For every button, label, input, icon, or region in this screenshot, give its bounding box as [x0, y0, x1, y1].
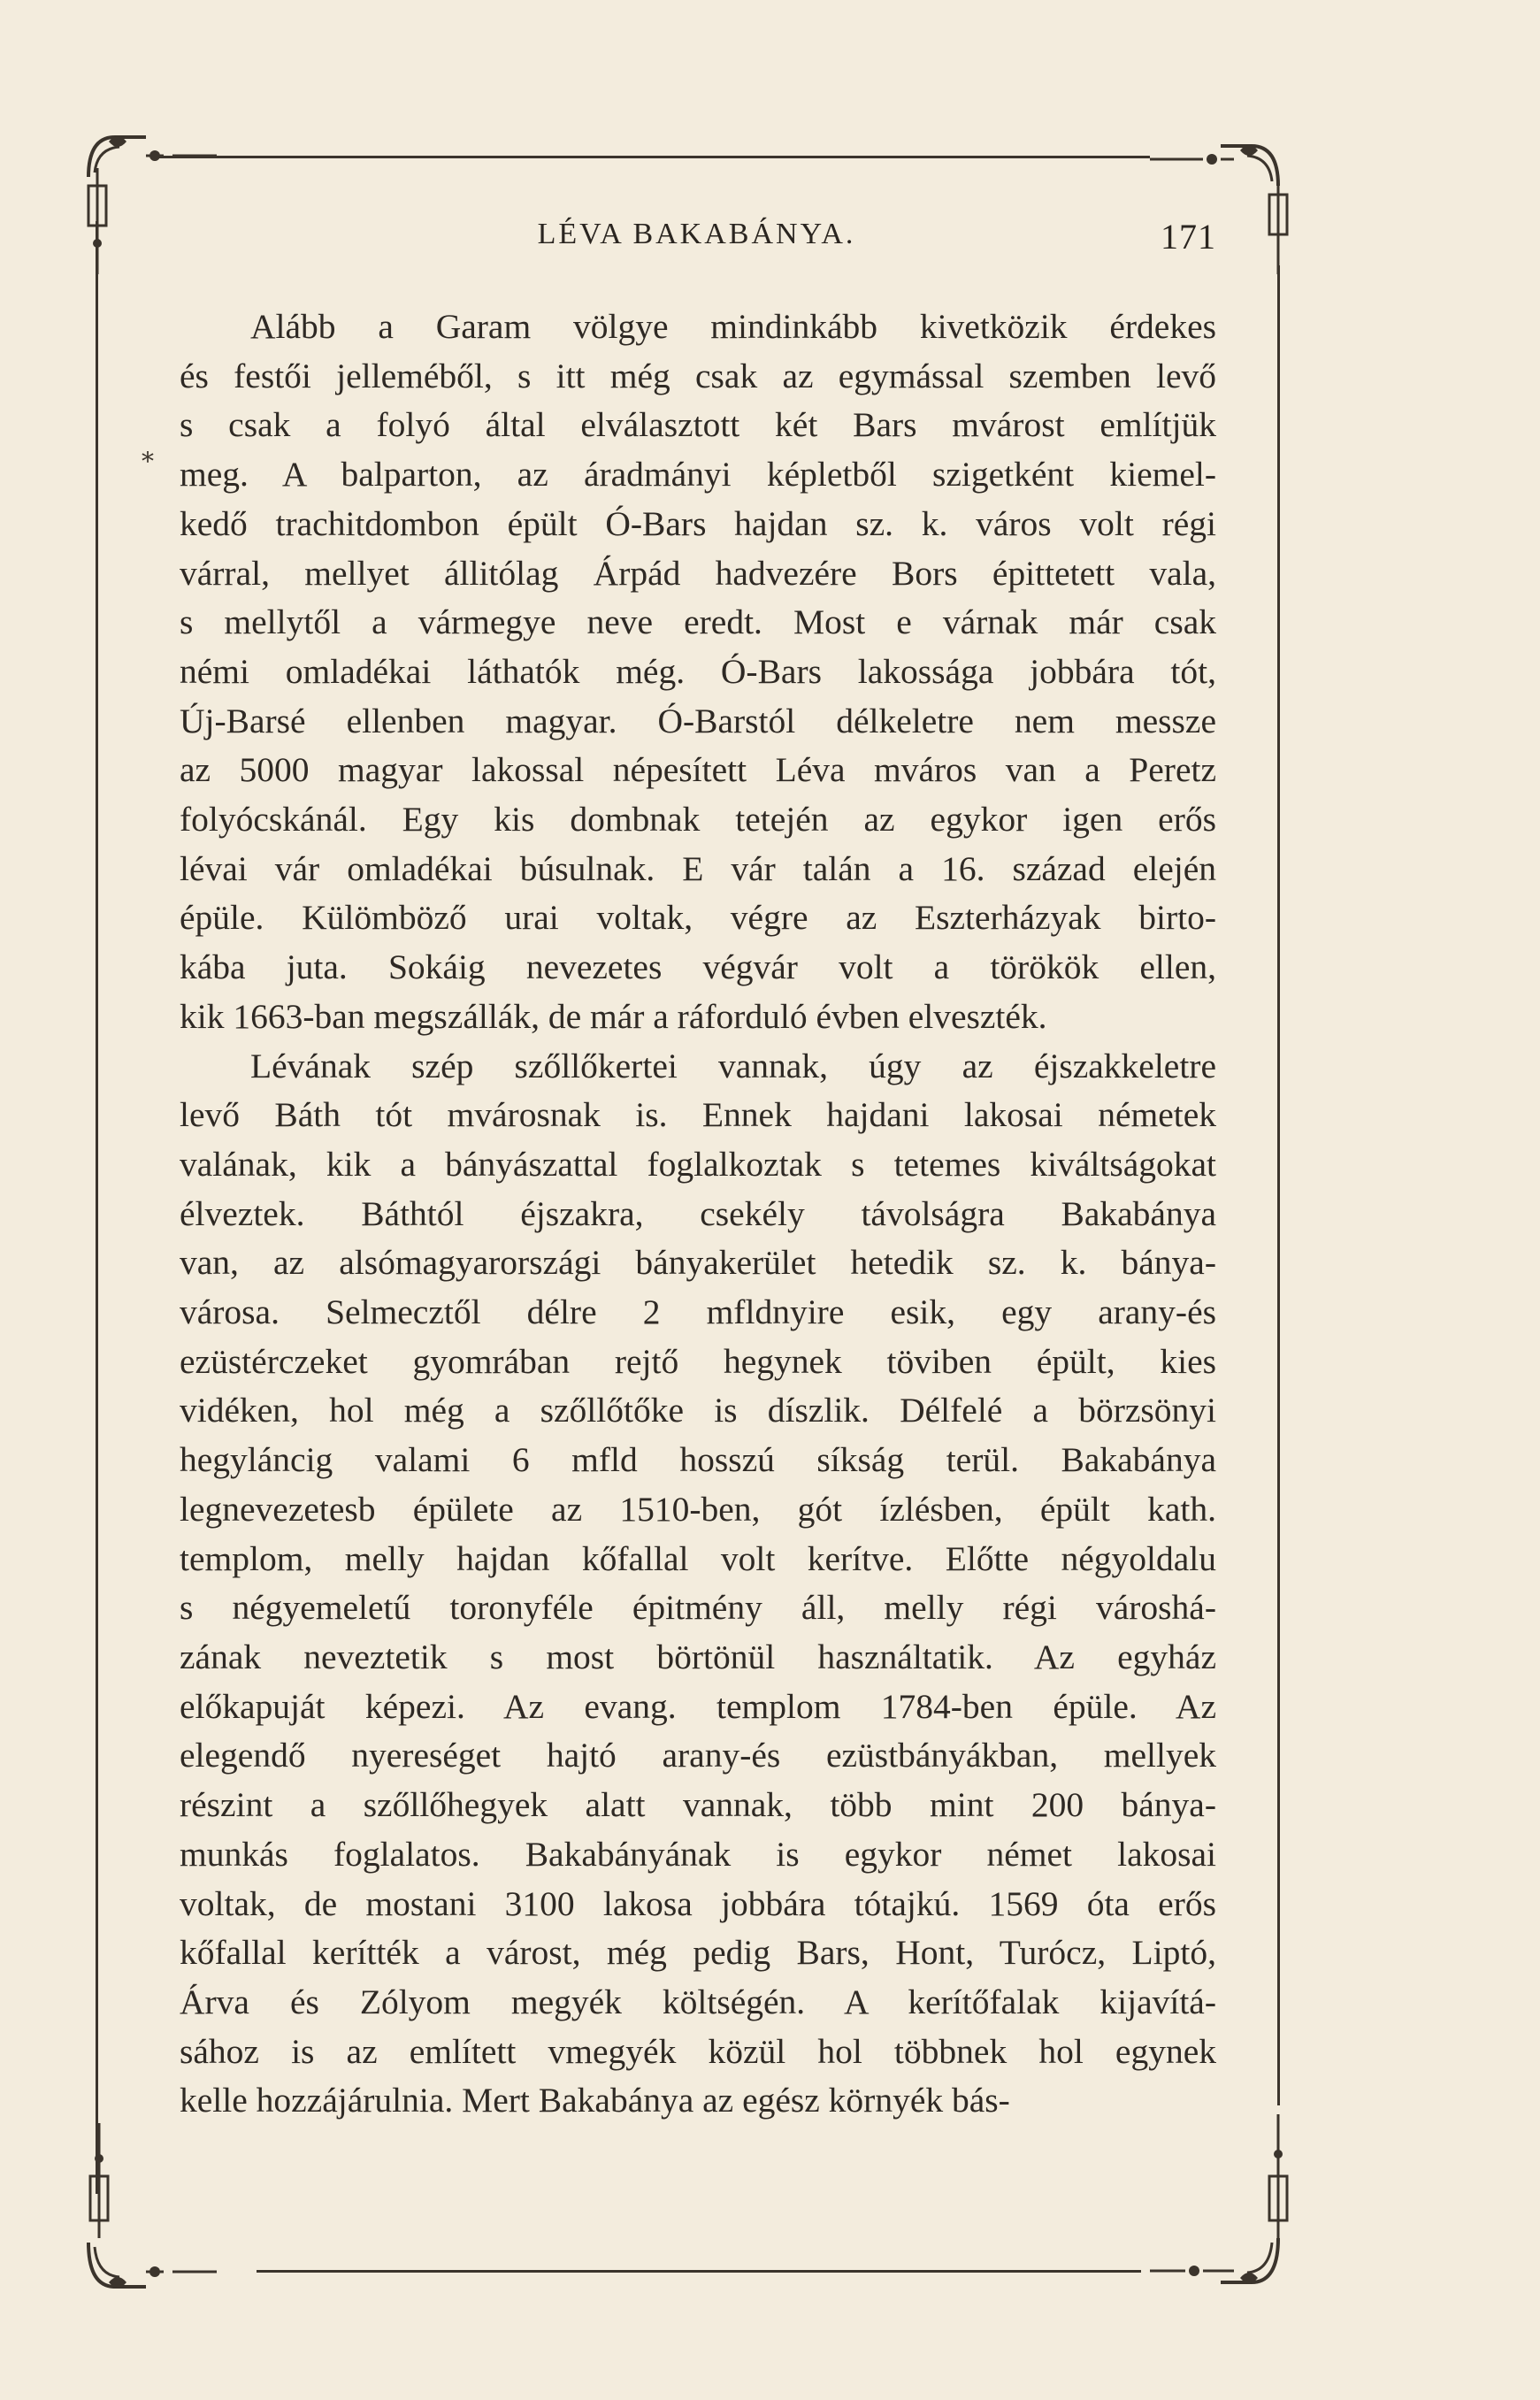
text-line: voltak, de mostani 3100 lakosa jobbára tótajkú. 1569 óta erős	[180, 1883, 1216, 1923]
paragraph	[180, 1042, 1216, 2126]
text-line: levő Báth tót mvárosnak is. Ennek hajdani lakosai németek	[180, 1095, 1216, 1135]
paragraph	[180, 303, 1216, 1042]
text-line: legnevezetesb épülete az 1510-ben, gót ízlésben, épült kath.	[180, 1489, 1216, 1529]
right-border-rule	[1277, 265, 1280, 2105]
text-line: van, az alsómagyarországi bányakerület hetedik sz. k. bánya-	[180, 1243, 1216, 1283]
text-line: várral, mellyet állitólag Árpád hadvezére Bors épittetett vala,	[180, 553, 1216, 593]
top-right-column-ornament-icon	[1260, 177, 1296, 274]
text-line: kedő trachitdombon épült Ó-Bars hajdan sz. k. város volt régi	[180, 503, 1216, 543]
text-line: Lévának szép szőllőkertei vannak, úgy az éjszakkeletre	[250, 1046, 1216, 1085]
top-border-rule	[159, 156, 1150, 158]
text-line: s csak a folyó által elválasztott két Bars mvárost említjük	[180, 405, 1216, 445]
text-line: és festői jelleméből, s itt még csak az egymással szemben levő	[180, 356, 1216, 395]
running-head-title: LÉVA BAKABÁNYA.	[537, 218, 856, 250]
body-text	[180, 303, 1216, 2126]
bottom-left-ornament-icon	[84, 2238, 217, 2300]
text-line: részint a szőllőhegyek alatt vannak, több mint 200 bánya-	[180, 1785, 1216, 1825]
text-line: városa. Selmecztől délre 2 mfldnyire esik, egy arany-és	[180, 1292, 1216, 1332]
text-line: vidéken, hol még a szőllőtőke is díszlik. Délfelé a börzsönyi	[180, 1391, 1216, 1430]
text-line: Árva és Zólyom megyék költségén. A kerítőfalak kijavítá-	[180, 1982, 1216, 2021]
bottom-border-rule	[257, 2270, 1141, 2273]
text-line: némi omladékai láthatók még. Ó-Bars lakossága jobbára tót,	[180, 651, 1216, 691]
text-line: lévai vár omladékai búsulnak. E vár talán a 16. század elején	[180, 848, 1216, 888]
text-line: Alább a Garam völgye mindinkább kivetközik érdekes	[250, 307, 1216, 346]
text-line: előkapuját képezi. Az evang. templom 1784-ben épüle. Az	[180, 1686, 1216, 1726]
text-line: munkás foglalatos. Bakabányának is egykor német lakosai	[180, 1834, 1216, 1874]
text-line: meg. A balparton, az áradmányi képletből szigetként kiemel-	[180, 455, 1216, 495]
text-line: kelle hozzájárulnia. Mert Bakabánya az egész környék bás-	[180, 2081, 1010, 2120]
text-line: kába juta. Sokáig nevezetes végvár volt a törökök ellen,	[180, 947, 1216, 987]
top-left-column-ornament-icon	[80, 168, 115, 274]
text-line: kőfallal kerítték a várost, még pedig Bars, Hont, Turócz, Liptó,	[180, 1933, 1216, 1973]
text-line: valának, kik a bányászattal foglalkoztak s tetemes kiváltságokat	[180, 1144, 1216, 1184]
text-line: templom, melly hajdan kőfallal volt kerítve. Előtte négyoldalu	[180, 1538, 1216, 1578]
margin-mark: *	[142, 447, 154, 476]
text-line: sához is az említett vmegyék közül hol többnek hol egynek	[180, 2031, 1216, 2071]
right-column-ornament-icon	[1260, 2114, 1296, 2238]
text-line: s négyemeletű toronyféle épitmény áll, melly régi városhá-	[180, 1588, 1216, 1628]
text-line: Új-Barsé ellenben magyar. Ó-Barstól délkeletre nem messze	[180, 701, 1216, 740]
text-line: elegendő nyereséget hajtó arany-és ezüstbányákban, mellyek	[180, 1736, 1216, 1775]
text-line: hegyláncig valami 6 mfld hosszú síkság terül. Bakabánya	[180, 1440, 1216, 1480]
text-line: kik 1663-ban megszállák, de már a ráforduló évben elveszték.	[180, 996, 1047, 1036]
running-head	[177, 212, 1216, 265]
bottom-right-ornament-icon	[1150, 2234, 1283, 2296]
left-column-ornament-icon	[81, 2123, 117, 2238]
text-line: s mellytől a vármegye neve eredt. Most e várnak már csak	[180, 602, 1216, 642]
text-line: élveztek. Báthtól éjszakra, csekély távolságra Bakabánya	[180, 1193, 1216, 1233]
page-number: 171	[1161, 217, 1216, 257]
text-line: ezüstérczeket gyomrában rejtő hegynek töviben épült, kies	[180, 1341, 1216, 1381]
text-line: épüle. Külömböző urai voltak, végre az Eszterházyak birto-	[180, 898, 1216, 938]
text-line: az 5000 magyar lakossal népesített Léva mváros van a Peretz	[180, 750, 1216, 790]
text-line: folyócskánál. Egy kis dombnak tetején az egykor igen erős	[180, 800, 1216, 840]
text-line: zának neveztetik s most börtönül használtatik. Az egyház	[180, 1637, 1216, 1676]
left-border-rule	[96, 221, 98, 2194]
